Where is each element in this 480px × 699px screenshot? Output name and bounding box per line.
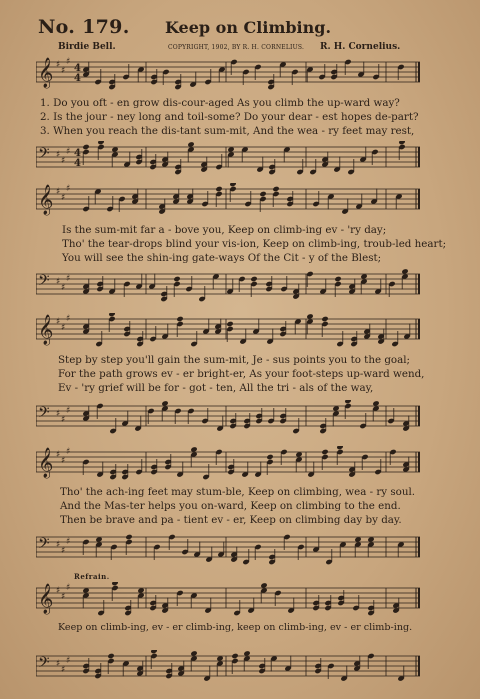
svg-text:4: 4 xyxy=(74,148,81,159)
svg-text:♯: ♯ xyxy=(56,317,61,327)
svg-text:𝄞: 𝄞 xyxy=(38,584,54,614)
lyric-line: 3. When you reach the dis-tant sum-mit, And the wea - ry feet may rest, xyxy=(40,125,415,137)
svg-text:♯: ♯ xyxy=(61,193,66,203)
svg-text:♯: ♯ xyxy=(56,409,61,419)
svg-text:♯: ♯ xyxy=(66,447,71,457)
lyric-line: Is the sum-mit far a - bove you, Keep on climb-ing ev - 'ry day; xyxy=(62,224,387,236)
svg-text:♯: ♯ xyxy=(61,546,66,556)
svg-text:𝄞: 𝄞 xyxy=(38,185,54,215)
lyric-line: For the path grows ev - er bright-er, As your foot-steps up-ward wend, xyxy=(58,368,425,380)
svg-text:𝄢: 𝄢 xyxy=(38,272,50,293)
lyric-line: Then be brave and pa - tient ev - er, Keep on climbing day by day. xyxy=(60,514,402,526)
svg-text:♯: ♯ xyxy=(66,406,71,416)
svg-text:♯: ♯ xyxy=(61,415,66,425)
svg-text:♯: ♯ xyxy=(61,592,66,602)
svg-text:♯: ♯ xyxy=(61,156,66,166)
svg-text:♯: ♯ xyxy=(56,187,61,197)
refrain-label: Refrain. xyxy=(74,572,110,581)
hymn-title: Keep on Climbing. xyxy=(165,18,332,37)
svg-text:♯: ♯ xyxy=(56,586,61,596)
svg-text:𝄞: 𝄞 xyxy=(38,448,54,478)
svg-text:𝄞: 𝄞 xyxy=(38,315,54,345)
svg-text:♯: ♯ xyxy=(61,283,66,293)
svg-text:𝄢: 𝄢 xyxy=(38,535,50,556)
svg-text:♯: ♯ xyxy=(66,184,71,194)
lyric-line: 1. Do you oft - en grow dis-cour-aged As you climb the up-ward way? xyxy=(40,97,400,109)
treble-staff xyxy=(36,313,420,347)
svg-text:♯: ♯ xyxy=(66,583,71,593)
svg-text:♯: ♯ xyxy=(66,147,71,157)
svg-text:♯: ♯ xyxy=(61,323,66,333)
lyricist: Birdie Bell. xyxy=(58,42,116,52)
bass-staff xyxy=(36,531,420,565)
svg-text:♯: ♯ xyxy=(61,665,66,675)
svg-text:♯: ♯ xyxy=(66,57,71,67)
bass-staff xyxy=(36,400,420,434)
bass-staff xyxy=(36,650,420,684)
svg-text:♯: ♯ xyxy=(66,314,71,324)
bass-staff xyxy=(36,268,420,302)
treble-staff xyxy=(36,183,420,217)
bass-staff xyxy=(36,141,420,175)
svg-text:𝄢: 𝄢 xyxy=(38,654,50,675)
svg-text:4: 4 xyxy=(74,63,81,74)
svg-text:♯: ♯ xyxy=(66,274,71,284)
svg-text:♯: ♯ xyxy=(56,150,61,160)
lyric-line: Tho' the tear-drops blind your vis-ion, Keep on climb-ing, troub-led heart; xyxy=(62,238,447,250)
treble-staff xyxy=(36,56,420,90)
hymn-number: No. 179. xyxy=(38,16,130,38)
svg-text:𝄢: 𝄢 xyxy=(38,404,50,425)
svg-text:𝄞: 𝄞 xyxy=(38,58,54,88)
composer: R. H. Cornelius. xyxy=(320,42,401,52)
lyric-line: 2. Is the jour - ney long and toil-some? Do your dear - est hopes de-part? xyxy=(40,111,419,123)
treble-staff xyxy=(36,446,420,480)
svg-text:♯: ♯ xyxy=(66,537,71,547)
svg-text:♯: ♯ xyxy=(56,659,61,669)
svg-text:♯: ♯ xyxy=(56,450,61,460)
treble-staff xyxy=(36,582,420,616)
svg-text:𝄢: 𝄢 xyxy=(38,145,50,166)
svg-text:♯: ♯ xyxy=(61,66,66,76)
svg-text:♯: ♯ xyxy=(56,277,61,287)
lyric-line: You will see the shin-ing gate-ways Of the Cit - y of the Blest; xyxy=(62,252,382,264)
svg-text:4: 4 xyxy=(74,73,81,84)
lyric-line: Step by step you'll gain the sum-mit, Je - sus points you to the goal; xyxy=(58,354,411,366)
svg-text:♯: ♯ xyxy=(56,540,61,550)
lyric-line: And the Mas-ter helps you on-ward, Keep on climbing to the end. xyxy=(60,500,401,512)
lyric-line: Tho' the ach-ing feet may stum-ble, Keep on climbing, wea - ry soul. xyxy=(60,486,416,498)
svg-text:♯: ♯ xyxy=(56,60,61,70)
lyric-line: Keep on climb-ing, ev - er climb-ing, keep on climb-ing, ev - er climb-ing. xyxy=(58,622,413,633)
svg-text:♯: ♯ xyxy=(66,656,71,666)
copyright-notice: COPYRIGHT, 1902, BY R. H. CORNELIUS. xyxy=(168,44,305,51)
svg-text:4: 4 xyxy=(74,158,81,169)
svg-text:♯: ♯ xyxy=(61,456,66,466)
lyric-line: Ev - 'ry grief will be for - got - ten, All the tri - als of the way, xyxy=(58,382,374,394)
